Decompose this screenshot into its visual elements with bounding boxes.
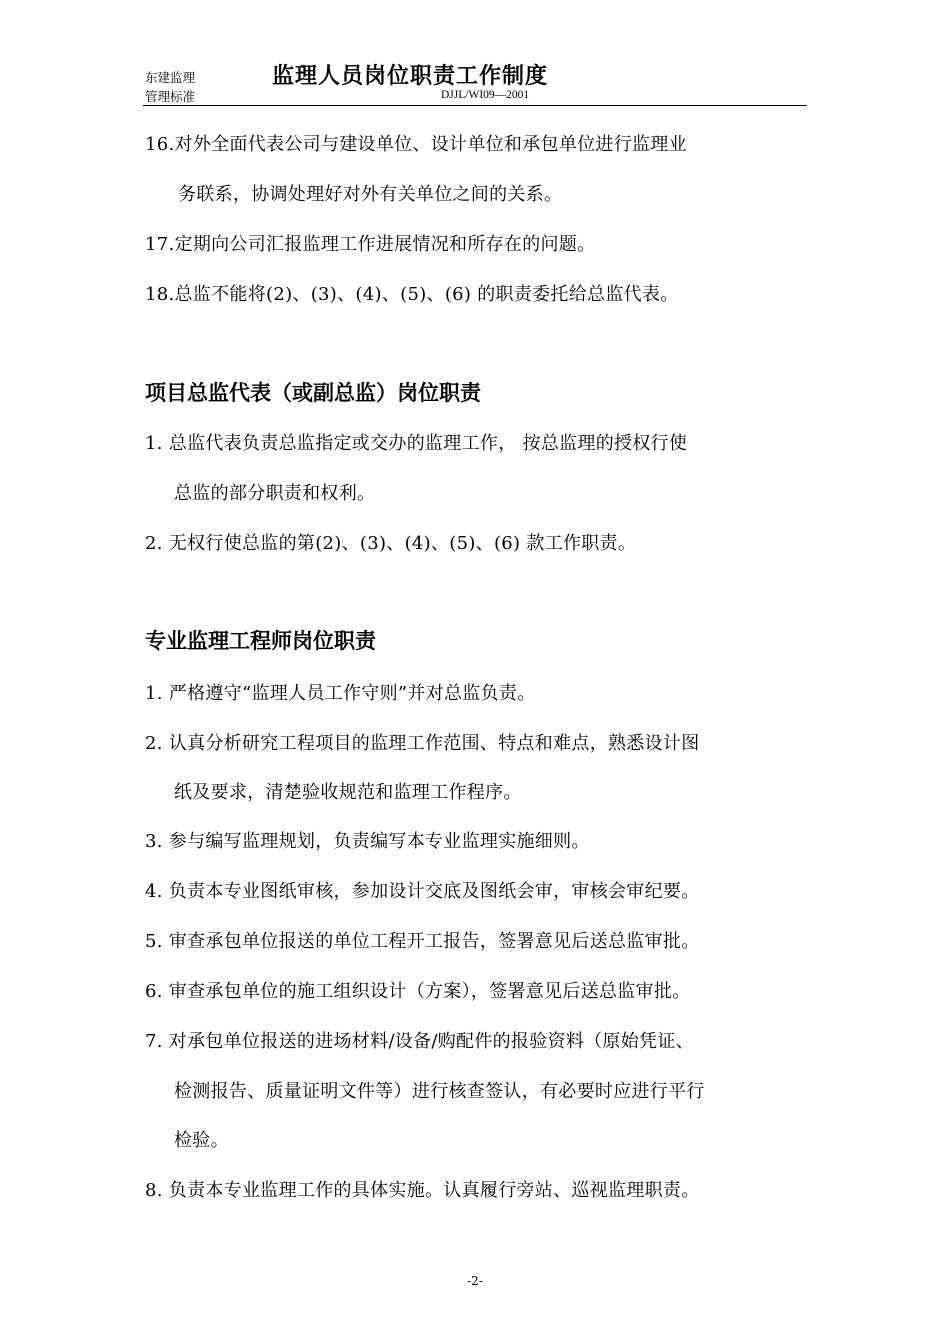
header-org-line2: 管理标准	[145, 89, 196, 104]
header-divider	[143, 105, 807, 106]
page-number: -2-	[467, 1274, 483, 1288]
list-item: 3. 参与编写监理规划，负责编写本专业监理实施细则。	[145, 831, 590, 852]
section-heading: 专业监理工程师岗位职责	[145, 629, 376, 653]
header-org-line1: 东建监理	[145, 70, 196, 85]
list-item: 1. 严格遵守“监理人员工作守则”并对总监负责。	[145, 683, 536, 704]
list-item-continuation: 检验。	[174, 1130, 229, 1151]
list-item: 18.总监不能将(2)、(3)、(4)、(5)、(6) 的职责委托给总监代表。	[145, 284, 679, 305]
list-item: 16.对外全面代表公司与建设单位、设计单位和承包单位进行监理业	[145, 134, 687, 155]
list-item: 7. 对承包单位报送的进场材料/设备/购配件的报验资料（原始凭证、	[145, 1031, 694, 1052]
section-heading: 项目总监代表（或副总监）岗位职责	[145, 381, 481, 405]
header-org	[145, 68, 195, 106]
list-item-continuation: 总监的部分职责和权利。	[174, 483, 376, 504]
list-item: 4. 负责本专业图纸审核，参加设计交底及图纸会审，审核会审纪要。	[145, 881, 700, 902]
list-item-continuation: 纸及要求，清楚验收规范和监理工作程序。	[174, 782, 522, 803]
list-item: 2. 无权行使总监的第(2)、(3)、(4)、(5)、(6) 款工作职责。	[145, 533, 637, 554]
list-item-continuation: 务联系，协调处理好对外有关单位之间的关系。	[178, 184, 563, 205]
list-item: 5. 审查承包单位报送的单位工程开工报告，签署意见后送总监审批。	[145, 931, 700, 952]
list-item: 6. 审查承包单位的施工组织设计（方案），签署意见后送总监审批。	[145, 981, 691, 1002]
list-item: 17.定期向公司汇报监理工作进展情况和所存在的问题。	[145, 234, 596, 255]
list-item: 1. 总监代表负责总监指定或交办的监理工作， 按总监理的授权行使	[145, 433, 688, 454]
list-item-continuation: 检测报告、质量证明文件等）进行核查签认，有必要时应进行平行	[174, 1081, 705, 1102]
header-title: 监理人员岗位职责工作制度	[272, 64, 549, 89]
list-item: 2. 认真分析研究工程项目的监理工作范围、特点和难点，熟悉设计图	[145, 733, 700, 754]
header-document-code: DJJL/WI09—2001	[441, 89, 530, 101]
list-item: 8. 负责本专业监理工作的具体实施。认真履行旁站、巡视监理职责。	[145, 1180, 700, 1201]
